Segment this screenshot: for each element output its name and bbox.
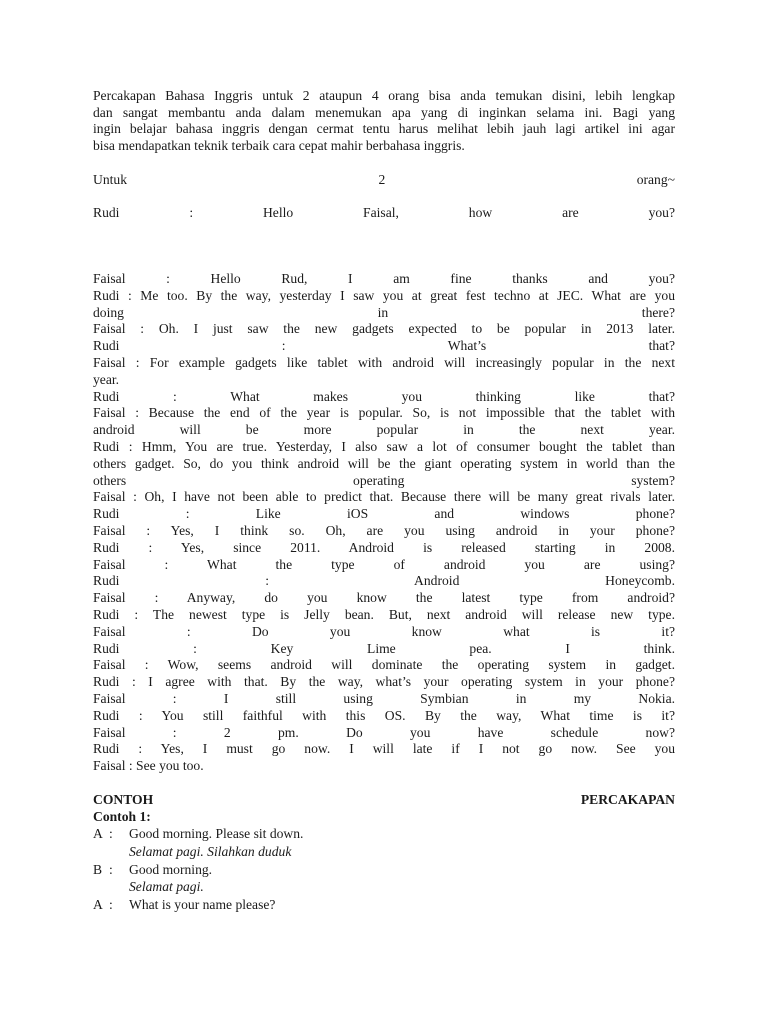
speaker-colon: : bbox=[109, 861, 113, 877]
speaker-label: A bbox=[93, 897, 103, 913]
dialog-line: Faisal : Because the end of the year is popular. So, is not impossible that the tablet with bbox=[93, 405, 675, 421]
intro-line: bisa mendapatkan teknik terbaik cara cepat mahir berbahasa inggris. bbox=[93, 138, 465, 154]
contoh-section bbox=[93, 791, 675, 914]
dialog-line: others operating system? bbox=[93, 472, 675, 488]
dialog-line: Rudi : Like iOS and windows phone? bbox=[93, 506, 675, 522]
dialog-line: Rudi : Yes, I must go now. I will late if I not go now. See you bbox=[93, 741, 675, 757]
dialog-line: year. bbox=[93, 371, 120, 387]
dialog-opening bbox=[93, 205, 675, 222]
dialog-line: Rudi : Me too. By the way, yesterday I saw you at great fest techno at JEC. What are you bbox=[93, 287, 675, 303]
dialog-line: Rudi : You still faithful with this OS. By the way, What time is it? bbox=[93, 707, 675, 723]
untuk-line: Untuk 2 orang~ bbox=[93, 172, 675, 187]
example-line bbox=[93, 878, 675, 896]
contoh-heading: CONTOH PERCAKAPAN bbox=[93, 792, 675, 807]
example-line bbox=[93, 896, 675, 914]
utterance-text: Good morning. bbox=[129, 861, 213, 877]
dialog-line: Faisal : I still using Symbian in my Nokia. bbox=[93, 690, 675, 706]
example-line bbox=[93, 825, 675, 843]
dialog-line: Faisal : What the type of android you are using? bbox=[93, 556, 675, 572]
dialog-line: Faisal : Oh, I have not been able to predict that. Because there will be many great rivals later. bbox=[93, 489, 675, 505]
dialog-line: Faisal : See you too. bbox=[93, 758, 204, 774]
contoh-subheading: Contoh 1: bbox=[93, 809, 151, 824]
dialog-line: Faisal : Oh. I just saw the new gadgets expected to be popular in 2013 later. bbox=[93, 321, 675, 337]
dialog-line: Rudi : The newest type is Jelly bean. But, next android will release new type. bbox=[93, 606, 675, 622]
dialog-line: Rudi : Hmm, You are true. Yesterday, I also saw a lot of consumer bought the tablet than bbox=[93, 438, 675, 454]
intro-line: dan sangat membantu anda dalam menemukan apa yang di inginkan selama ini. Bagi yang bbox=[93, 104, 675, 120]
intro-line: ingin belajar bahasa inggris dengan cermat tentu harus melihat lebih jauh lagi artikel ini agar bbox=[93, 121, 675, 137]
example-line bbox=[93, 843, 675, 861]
speaker-colon: : bbox=[109, 826, 113, 841]
dialog-line: others gadget. So, do you think android will be the giant operating system in world than the bbox=[93, 455, 675, 471]
utterance-text: What is your name please? bbox=[129, 897, 276, 913]
dialog-line: Faisal : Anyway, do you know the latest type from android? bbox=[93, 590, 675, 606]
dialog-line: android will be more popular in the next year. bbox=[93, 422, 675, 438]
dialog-line: Rudi : Key Lime pea. I think. bbox=[93, 640, 675, 656]
dialog-line: Faisal : Hello Rud, I am fine thanks and you? bbox=[93, 271, 675, 286]
dialog-body bbox=[93, 271, 675, 775]
dialog-line: Rudi : What makes you thinking like that? bbox=[93, 388, 675, 404]
dialog-line: Rudi : Hello Faisal, how are you? bbox=[93, 205, 675, 220]
translation-text: Selamat pagi. bbox=[129, 879, 204, 895]
dialog-line: Rudi : Yes, since 2011. Android is released starting in 2008. bbox=[93, 539, 675, 555]
dialog-line: Rudi : I agree with that. By the way, what’s your operating system in your phone? bbox=[93, 674, 675, 690]
intro-paragraph bbox=[93, 88, 675, 155]
example-dialog bbox=[93, 825, 675, 914]
dialog-line: Faisal : Wow, seems android will dominate the operating system in gadget. bbox=[93, 657, 675, 673]
section-title-2-orang bbox=[93, 172, 675, 189]
dialog-line: Faisal : Yes, I think so. Oh, are you using android in your phone? bbox=[93, 522, 675, 538]
speaker-label: B bbox=[93, 861, 103, 877]
dialog-line: Rudi : What’s that? bbox=[93, 338, 675, 354]
speaker-label: A bbox=[93, 826, 103, 841]
dialog-line: Faisal : 2 pm. Do you have schedule now? bbox=[93, 724, 675, 740]
dialog-line: doing in there? bbox=[93, 304, 675, 320]
utterance-text: Good morning. Please sit down. bbox=[129, 826, 304, 841]
intro-line: Percakapan Bahasa Inggris untuk 2 ataupun 4 orang bisa anda temukan disini, lebih lengkap bbox=[93, 88, 675, 103]
speaker-colon: : bbox=[109, 897, 113, 913]
example-line bbox=[93, 861, 675, 879]
dialog-line: Faisal : Do you know what is it? bbox=[93, 623, 675, 639]
translation-text: Selamat pagi. Silahkan duduk bbox=[129, 843, 292, 859]
dialog-line: Rudi : Android Honeycomb. bbox=[93, 573, 675, 589]
dialog-line: Faisal : For example gadgets like tablet with android will increasingly popular in the next bbox=[93, 354, 675, 370]
